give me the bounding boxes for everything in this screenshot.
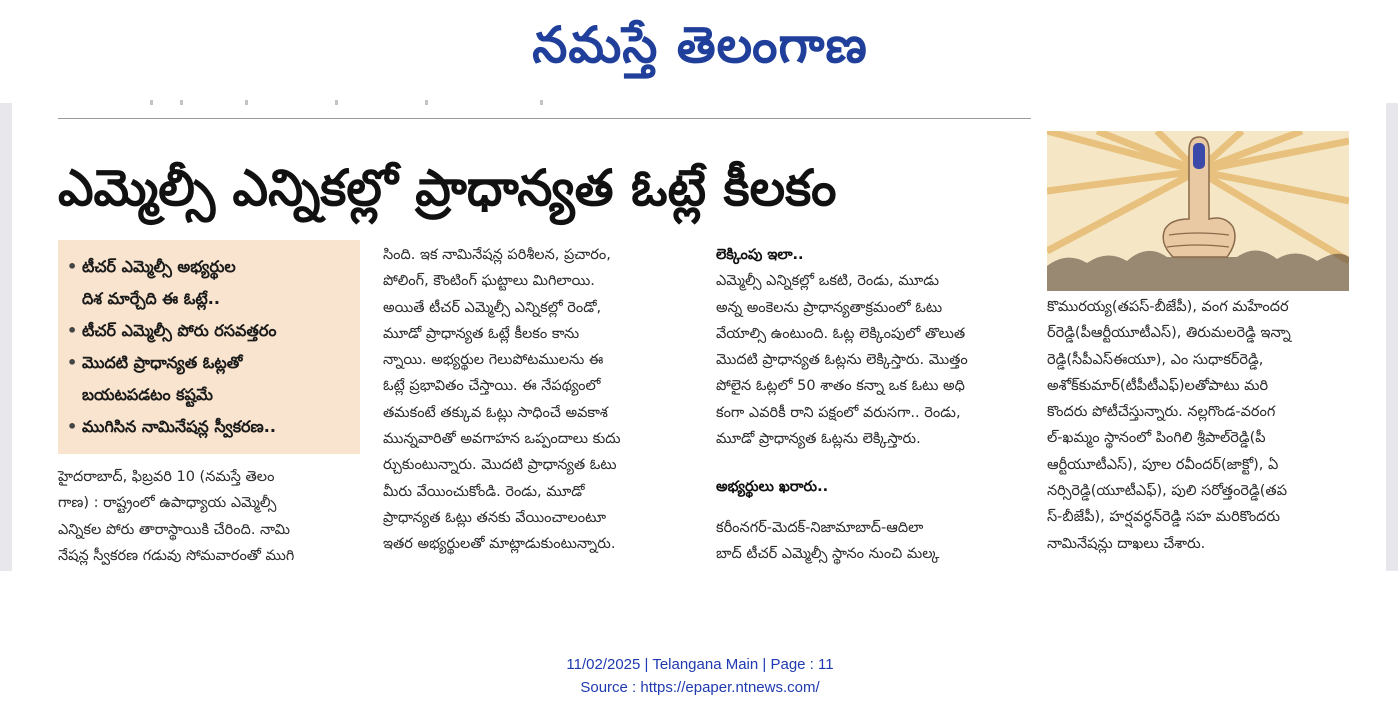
article-text-line: మొదటి ప్రాధాన్యత ఓట్లను లెక్కిస్తారు. మొత్తం <box>716 352 968 369</box>
highlight-text: ముగిసిన నామినేషన్ల స్వీకరణ.. <box>82 417 276 436</box>
right-margin-bar <box>1386 103 1398 571</box>
bullet-icon: • <box>67 257 78 276</box>
article-text-line: పోలింగ్, కౌంటింగ్ ఘట్టాలు మిగిలాయి. <box>383 273 595 290</box>
highlight-text: టీచర్ ఎమ్మెల్సీ అభ్యర్థుల <box>82 257 236 276</box>
subheading-candidates: అభ్యర్థులు ఖరారు.. <box>716 479 829 496</box>
article-text-line: ల్-ఖమ్మం స్థానంలో పింగిలి శ్రీపాల్‌రెడ్డి(పీ <box>1047 430 1266 447</box>
article-text-line: ర్చుకుంటున్నారు. మొదటి ప్రాధాన్యత ఓటు <box>383 457 617 474</box>
article-column-1 <box>58 464 360 569</box>
article-text-line: ఇతర అభ్యర్థులతో మాట్లాడుకుంటున్నారు. <box>383 536 616 553</box>
voting-finger-icon <box>1047 131 1349 291</box>
left-margin-bar <box>0 103 12 571</box>
article-text-line: పోలైన ఓట్లలో 50 శాతం కన్నా ఒక ఓటు అధి <box>716 378 965 395</box>
highlight-item <box>64 283 356 315</box>
highlight-item <box>64 379 356 411</box>
highlight-text: టీచర్ ఎమ్మెల్సీ పోరు రసవత్తరం <box>82 321 277 340</box>
article-text-line: కరీంనగర్-మెదక్-నిజామాబాద్-ఆదిలా <box>716 519 924 536</box>
article-column-3 <box>716 242 1024 567</box>
article-text-line: ప్రాధాన్యత ఓట్లు తనకు వేయించాలంటూ <box>383 509 607 526</box>
highlight-item <box>64 251 356 283</box>
highlight-item <box>64 411 356 443</box>
article-text-line: అశోక్‌కుమార్(టీపీటీఎఫ్)లతోపాటు మరి <box>1047 377 1269 394</box>
bullet-icon: • <box>67 321 78 340</box>
article-headline: ఎమ్మెల్సీ ఎన్నికల్లో ప్రాధాన్యత ఓట్లే కీలకం <box>58 159 837 217</box>
highlight-text: బయటపడటం కష్టమే <box>82 385 213 404</box>
article-text-line: ఎమ్మెల్సీ ఎన్నికల్లో ఒకటి, రెండు, మూడు <box>716 273 939 290</box>
article-column-4 <box>1047 294 1352 557</box>
article-text-line: నేషన్ల స్వీకరణ గడువు సోమవారంతో ముగి <box>58 547 295 564</box>
article-text-line: ఓట్లే ప్రభావితం చేస్తాయి. ఈ నేపథ్యంలో <box>383 378 601 395</box>
article-text-line: హైదరాబాద్, ఫిబ్రవరి 10 (నమస్తే తెలం <box>58 469 275 485</box>
article-text-line: వేయాల్సి ఉంటుంది. ఓట్ల లెక్కింపులో తొలుత <box>716 325 966 342</box>
article-text-line: నర్సిరెడ్డి(యూటీఎఫ్), పులి సరోత్తంరెడ్డి(తప <box>1047 483 1288 500</box>
article-text-line: సింది. ఇక నామినేషన్ల పరిశీలన, ప్రచారం, <box>383 247 611 263</box>
article-text-line: రెడ్డి(సీపీఎస్‌ఈయూ), ఎం సుధాకర్‌రెడ్డి, <box>1047 351 1264 368</box>
article-text-line: మూడో ప్రాధాన్యత ఓట్లే కీలకం కాను <box>383 325 580 342</box>
article-text-line: గాణ) : రాష్ట్రంలో ఉపాధ్యాయ ఎమ్మెల్సీ <box>58 495 277 512</box>
article-text-line: కొందరు పోటీచేస్తున్నారు. నల్లగొండ-వరంగ <box>1047 404 1276 421</box>
article-text-line: న్నాయి. అభ్యర్థుల గెలుపోటములను ఈ <box>383 352 604 369</box>
subheading-counting: లెక్కింపు ఇలా.. <box>716 247 804 263</box>
highlight-item <box>64 347 356 379</box>
article-text-line: మీరు వేయించుకోండి. రెండు, మూడో <box>383 483 585 500</box>
article-text-line: ఎన్నికల పోరు తారాస్థాయికి చేరింది. నామి <box>58 521 291 538</box>
article-text-line: మూడో ప్రాధాన్యత ఓట్లను లెక్కిస్తారు. <box>716 431 921 448</box>
article-text-line: స్-బీజేపీ), హర్షవర్ధన్‌రెడ్డి సహ మరికొందరు <box>1047 509 1281 526</box>
article-column-2 <box>383 242 695 558</box>
headline-rule <box>58 118 1031 119</box>
bullet-icon: • <box>67 417 78 436</box>
article-text-line: నామినేషన్లు దాఖలు చేశారు. <box>1047 535 1206 552</box>
highlight-text: మొదటి ప్రాధాన్యత ఓట్లతో <box>82 353 243 372</box>
footer-edition-info: 11/02/2025 | Telangana Main | Page : 11 <box>566 656 834 673</box>
highlight-item <box>64 315 356 347</box>
article-text-line: అయితే టీచర్ ఎమ్మెల్సీ ఎన్నికల్లో రెండో, <box>383 299 602 316</box>
article-text-line: మున్నవారితో అవగాహన ఒప్పందాలు కుదు <box>383 431 621 448</box>
article-text-line: ఆర్టీయూటీఎస్), పూల రవీందర్(జాక్టో), ఏ <box>1047 456 1279 473</box>
newspaper-masthead: నమస్తే తెలంగాణ <box>532 16 868 74</box>
article-text-line: తమకంటే తక్కువ ఓట్లు సాధించే అవకాశ <box>383 404 608 421</box>
page-ticks <box>150 100 550 106</box>
article-text-line: అన్న అంకెలను ప్రాధాన్యతాక్రమంలో ఓటు <box>716 299 943 316</box>
bullet-icon: • <box>67 353 78 372</box>
footer-source-link[interactable]: Source : https://epaper.ntnews.com/ <box>580 679 820 696</box>
article-text-line: కంగా ఎవరికీ రాని పక్షంలో వరుసగా.. రెండు, <box>716 404 961 421</box>
highlights-box <box>58 240 360 454</box>
article-text-line: కొమురయ్య(తపస్-బీజేపీ), వంగ మహేందర <box>1047 299 1289 315</box>
highlight-text: దిశ మార్చేది ఈ ఓట్లే.. <box>82 289 220 308</box>
article-text-line: ర్‌రెడ్డి(పీఆర్టీయూటీఎస్), తిరుమలరెడ్డి ఇన్నా <box>1047 325 1291 342</box>
article-text-line: బాద్ టీచర్ ఎమ్మెల్సీ స్థానం నుంచి మల్క <box>716 545 940 562</box>
